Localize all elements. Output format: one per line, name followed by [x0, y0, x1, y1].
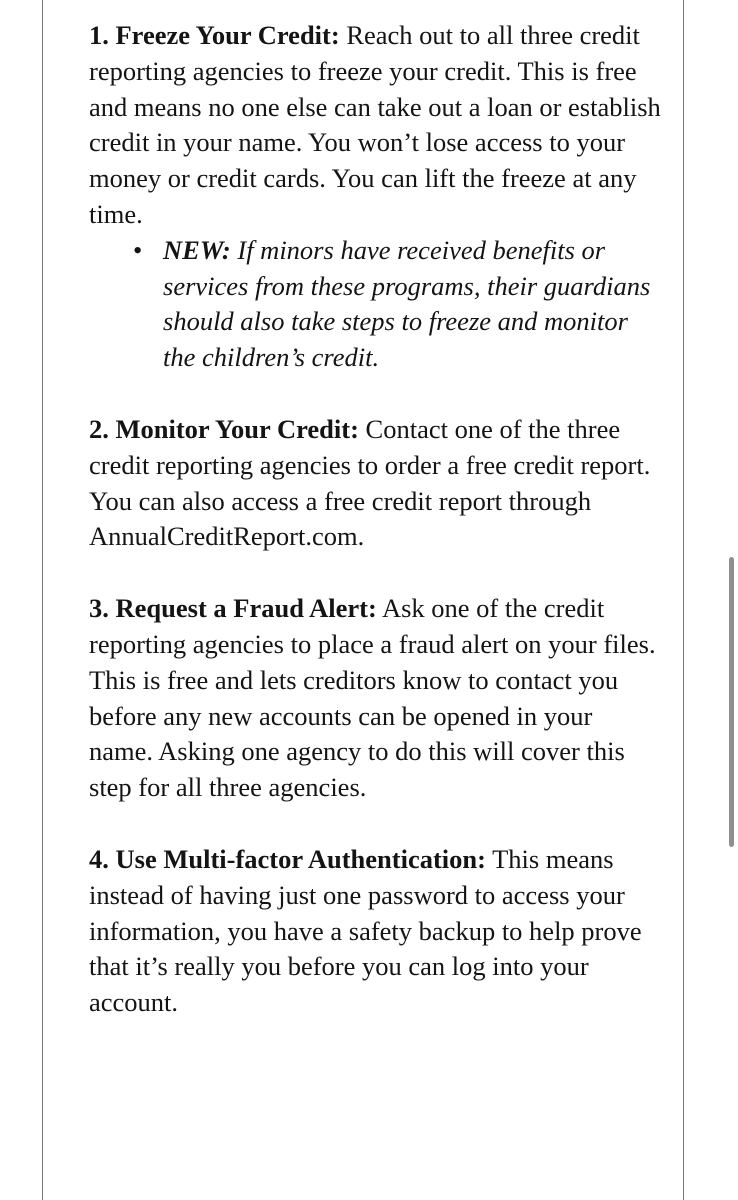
list-item-freeze-credit: [89, 18, 661, 233]
bullet-item-new: [89, 233, 661, 376]
item-heading: 2. Monitor Your Credit:: [89, 413, 359, 444]
list-item-fraud-alert: [89, 591, 661, 806]
scrollbar-thumb[interactable]: [729, 557, 734, 847]
document-content: [89, 18, 661, 1057]
list-item-multi-factor: [89, 842, 661, 1021]
item-body: This means instead of having just one password to access your information, you have a safety backup to help prove that it’s really you before you can log into your account.: [89, 843, 642, 1018]
item-body: Ask one of the credit reporting agencies to place a fraud alert on your files. This is free and lets creditors know to contact you before any new accounts can be opened in your name. Asking one agency to do this will cover this step for all three agencies.: [89, 593, 656, 803]
list-item-monitor-credit: [89, 412, 661, 555]
item-body: Contact one of the three credit reporting agencies to order a free credit report. You can also access a free credit report through AnnualCreditReport.com.: [89, 413, 651, 552]
item-heading: 3. Request a Fraud Alert:: [89, 593, 377, 624]
bullet-label: NEW:: [163, 234, 231, 265]
item-heading: 4. Use Multi-factor Authentication:: [89, 843, 486, 874]
item-body: Reach out to all three credit reporting agencies to freeze your credit. This is free and means no one else can take out a loan or establish credit in your name. You won’t lose access to your money or credit cards. You can lift the freeze at any time.: [89, 20, 661, 229]
scrollbar[interactable]: [727, 0, 735, 1200]
bullet-marker: •: [133, 234, 143, 265]
bullet-text: If minors have received benefits or services from these programs, their guardians should also take steps to freeze and monitor the children’s credit.: [163, 234, 651, 373]
item-heading: 1. Freeze Your Credit:: [89, 20, 340, 50]
